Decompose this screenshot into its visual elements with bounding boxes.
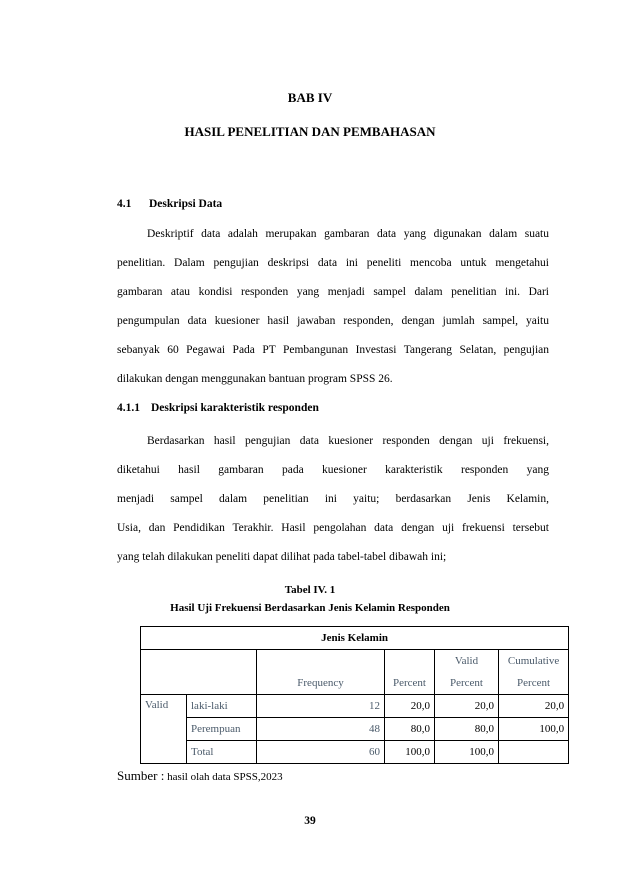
col-percent: Percent bbox=[385, 672, 435, 695]
row-frequency: 12 bbox=[257, 695, 385, 718]
frequency-table bbox=[140, 626, 569, 764]
row-valid-percent: 100,0 bbox=[435, 741, 499, 764]
table-caption-title: Hasil Uji Frekuensi Berdasarkan Jenis Kelamin Responden bbox=[170, 602, 450, 614]
para2-line-5: yang telah dilakukan peneliti dapat dilihat pada tabel-tabel dibawah ini; bbox=[117, 551, 447, 563]
section-4-1-1-number: 4.1.1 bbox=[117, 402, 140, 414]
table-source bbox=[117, 768, 283, 784]
section-4-1-number: 4.1 bbox=[117, 198, 132, 210]
row-cumulative-percent: 20,0 bbox=[499, 695, 569, 718]
col-valid-percent-2: Percent bbox=[435, 672, 499, 695]
para2-line-3: menjadi sampel dalam penelitian ini yaitu; berdasarkan Jenis Kelamin, bbox=[117, 493, 549, 505]
header-blank bbox=[141, 650, 257, 695]
chapter-label: BAB IV bbox=[287, 90, 333, 105]
table-row bbox=[141, 718, 569, 741]
page-number: 39 bbox=[304, 815, 316, 827]
row-valid-percent: 80,0 bbox=[435, 718, 499, 741]
para1-line-2: penelitian. Dalam pengujian deskripsi data ini peneliti mencoba untuk mengetahui bbox=[117, 257, 549, 269]
col-frequency: Frequency bbox=[257, 672, 385, 695]
para2-line-4: Usia, dan Pendidikan Terakhir. Hasil pengolahan data dengan uji frekuensi tersebut bbox=[117, 522, 549, 534]
chapter-title: HASIL PENELITIAN DAN PEMBAHASAN bbox=[184, 124, 436, 139]
para1-line-1: Deskriptif data adalah merupakan gambaran data yang digunakan dalam suatu bbox=[147, 228, 549, 240]
source-text: hasil olah data SPSS,2023 bbox=[164, 771, 283, 783]
table-row bbox=[141, 741, 569, 764]
col-percent-top bbox=[385, 650, 435, 673]
para1-line-6: dilakukan dengan menggunakan bantuan program SPSS 26. bbox=[117, 373, 393, 385]
section-4-1-title: Deskripsi Data bbox=[149, 198, 223, 210]
para2-line-1: Berdasarkan hasil pengujian data kuesioner responden dengan uji frekuensi, bbox=[147, 435, 549, 447]
para2-line-2: diketahui hasil gambaran pada kuesioner karakteristik responden yang bbox=[117, 464, 549, 476]
row-frequency: 60 bbox=[257, 741, 385, 764]
row-label: Perempuan bbox=[187, 718, 257, 741]
para1-line-5: sebanyak 60 Pegawai Pada PT Pembangunan Investasi Tangerang Selatan, pengujian bbox=[117, 344, 549, 356]
row-label: Total bbox=[187, 741, 257, 764]
row-frequency: 48 bbox=[257, 718, 385, 741]
row-percent: 20,0 bbox=[385, 695, 435, 718]
col-frequency-top bbox=[257, 650, 385, 673]
col-valid-percent-1: Valid bbox=[435, 650, 499, 673]
table-caption-number: Tabel IV. 1 bbox=[284, 584, 336, 596]
table-row bbox=[141, 695, 569, 718]
col-cumulative-1: Cumulative bbox=[499, 650, 569, 673]
col-cumulative-2: Percent bbox=[499, 672, 569, 695]
source-prefix: Sumber : bbox=[117, 768, 165, 783]
section-4-1-1-title: Deskripsi karakteristik responden bbox=[151, 402, 319, 414]
row-valid-percent: 20,0 bbox=[435, 695, 499, 718]
para1-line-4: pengumpulan data kuesioner hasil jawaban responden, dengan jumlah sampel, yaitu bbox=[117, 315, 549, 327]
row-percent: 100,0 bbox=[385, 741, 435, 764]
para1-line-3: gambaran atau kondisi responden yang menjadi sampel dalam penelitian ini. Dari bbox=[117, 286, 549, 298]
row-cumulative-percent bbox=[499, 741, 569, 764]
table-header: Jenis Kelamin bbox=[141, 627, 569, 650]
group-label: Valid bbox=[141, 695, 187, 764]
row-cumulative-percent: 100,0 bbox=[499, 718, 569, 741]
row-percent: 80,0 bbox=[385, 718, 435, 741]
row-label: laki-laki bbox=[187, 695, 257, 718]
